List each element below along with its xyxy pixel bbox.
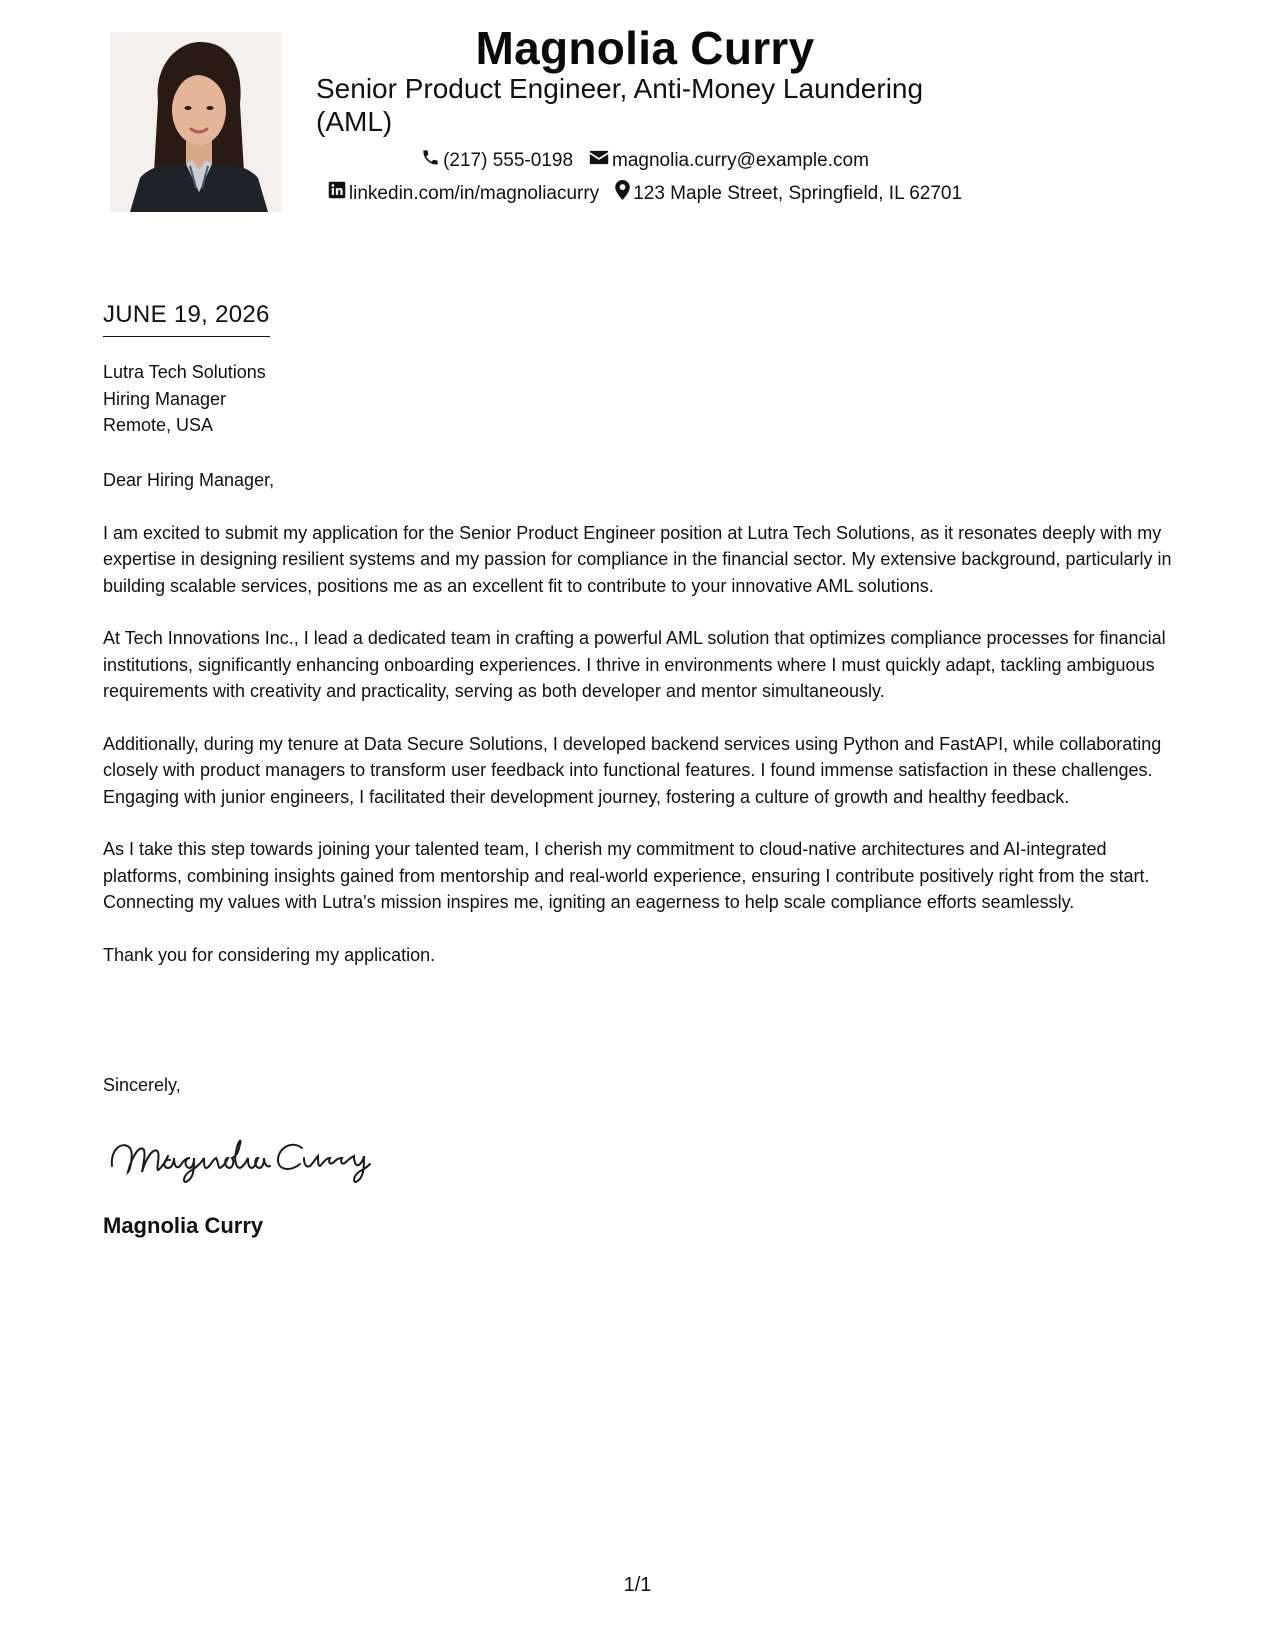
handwritten-signature (106, 1126, 376, 1186)
body-paragraph-2: At Tech Innovations Inc., I lead a dedicated team in crafting a powerful AML solution that optimizes compliance processes for financial institutions, significantly enhancing onboarding experiences. I thrive in environments where I must quickly adapt, tackling ambiguous requirements with creativity and practicality, serving as both developer and mentor simultaneously. (103, 628, 1166, 701)
page-indicator: 1/1 (623, 1574, 652, 1596)
body-paragraph-3: Additionally, during my tenure at Data Secure Solutions, I developed backend services using Python and FastAPI, while collaborating closely with product managers to transform user feedback into functional features. I found immense satisfaction in these challenges. Engaging with junior engineers, I facilitated their development journey, fostering a culture of growth and healthy feedback. (103, 733, 1162, 807)
contact-phone[interactable] (421, 148, 573, 174)
thanks-line: Thank you for considering my application. (103, 944, 436, 965)
phone-icon (421, 148, 443, 174)
map-pin-icon (615, 180, 633, 207)
recipient-role: Hiring Manager (103, 388, 227, 409)
letter-body (103, 467, 1183, 994)
body-paragraph-4: As I take this step towards joining your talented team, I cherish my commitment to cloud-native architectures and AI-integrated platforms, combining insights gained from mentorship and real-world experience, ensuring I contribute positively right from the start. Connecting my values with Lutra's mission inspires me, igniting an eagerness to help scale compliance efforts seamlessly. (103, 839, 1150, 912)
letter-date: JUNE 19, 2026 (103, 300, 270, 337)
body-paragraph-1: I am excited to submit my application for the Senior Product Engineer position at Lutra Tech Solutions, as it resonates deeply with my expertise in designing resilient systems and my passion for compliance in the financial sector. My extensive background, particularly in building scalable services, positions me as an excellent fit to contribute to your innovative AML solutions. (103, 522, 1172, 596)
linkedin-icon (328, 181, 349, 206)
contact-address (615, 180, 962, 207)
recipient-company: Lutra Tech Solutions (103, 362, 266, 382)
contact-linkedin[interactable] (328, 181, 599, 206)
recipient-block (103, 359, 266, 439)
contact-email[interactable] (589, 149, 869, 173)
email-text: magnolia.curry@example.com (612, 150, 869, 171)
job-title: Senior Product Engineer, Anti-Money Laundering (AML) (316, 73, 924, 137)
contact-row-primary (300, 148, 990, 174)
contact-row-secondary (300, 180, 990, 207)
profile-photo (110, 32, 282, 212)
recipient-location: Remote, USA (103, 415, 214, 435)
valediction: Sincerely, (103, 1075, 181, 1095)
address-text: 123 Maple Street, Springfield, IL 62701 (633, 182, 963, 204)
signer-name: Magnolia Curry (103, 1213, 264, 1238)
candidate-name: Magnolia Curry (475, 22, 815, 74)
envelope-icon (589, 149, 612, 173)
phone-text: (217) 555-0198 (443, 150, 574, 171)
linkedin-text: linkedin.com/in/magnoliacurry (348, 182, 600, 204)
salutation: Dear Hiring Manager, (103, 470, 275, 490)
